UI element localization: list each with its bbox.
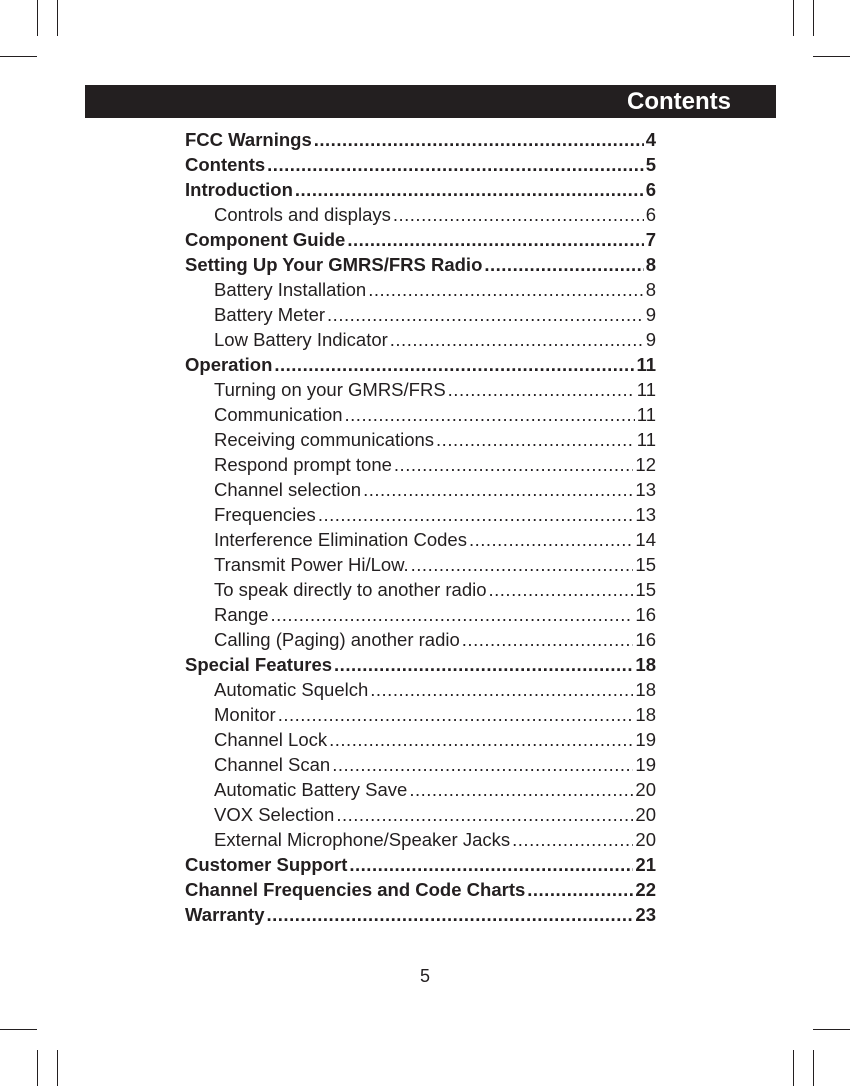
toc-entry-page: 23	[635, 904, 656, 925]
toc-entry-page: 15	[635, 554, 656, 575]
toc-dot-leader	[394, 452, 634, 477]
toc-entry-title: Monitor	[214, 704, 276, 725]
toc-subsection[interactable]	[185, 302, 656, 327]
toc-entry-page: 20	[635, 829, 656, 850]
toc-entry-page: 18	[635, 679, 656, 700]
toc-dot-leader	[267, 902, 634, 927]
toc-dot-leader	[411, 552, 634, 577]
toc-entry-title: Respond prompt tone	[214, 454, 392, 475]
toc-subsection[interactable]	[185, 827, 656, 852]
toc-entry-title: Turning on your GMRS/FRS	[214, 379, 446, 400]
toc-subsection[interactable]	[185, 402, 656, 427]
toc-dot-leader	[318, 502, 634, 527]
toc-entry-page: 11	[636, 379, 656, 400]
toc-entry-title: Automatic Battery Save	[214, 779, 408, 800]
crop-mark-bottom-right-v	[793, 1050, 794, 1086]
toc-dot-leader	[332, 752, 633, 777]
crop-mark-top-left-v2	[57, 0, 58, 36]
toc-dot-leader	[393, 202, 644, 227]
table-of-contents	[185, 127, 656, 927]
toc-dot-leader	[436, 427, 635, 452]
toc-subsection[interactable]	[185, 202, 656, 227]
toc-subsection[interactable]	[185, 427, 656, 452]
toc-entry-title: Transmit Power Hi/Low.	[214, 554, 409, 575]
crop-mark-top-right-h	[813, 56, 850, 57]
toc-dot-leader	[512, 827, 633, 852]
toc-entry-page: 20	[635, 804, 656, 825]
toc-entry-page: 13	[635, 479, 656, 500]
toc-entry-title: VOX Selection	[214, 804, 335, 825]
toc-entry-title: Setting Up Your GMRS/FRS Radio	[185, 254, 483, 275]
toc-entry-title: Battery Meter	[214, 304, 326, 325]
toc-subsection[interactable]	[185, 502, 656, 527]
toc-subsection[interactable]	[185, 477, 656, 502]
toc-dot-leader	[363, 477, 633, 502]
toc-entry-page: 9	[645, 304, 656, 325]
toc-dot-leader	[448, 377, 635, 402]
toc-subsection[interactable]	[185, 277, 656, 302]
toc-dot-leader	[334, 652, 633, 677]
toc-entry-page: 21	[635, 854, 656, 875]
toc-entry-page: 11	[636, 354, 656, 375]
toc-subsection[interactable]	[185, 752, 656, 777]
toc-entry-title: FCC Warnings	[185, 129, 312, 150]
page-number: 5	[419, 966, 430, 986]
toc-entry-page: 22	[635, 879, 656, 900]
toc-section[interactable]	[185, 252, 656, 277]
toc-dot-leader	[345, 402, 635, 427]
toc-entry-title: Component Guide	[185, 229, 346, 250]
toc-entry-page: 9	[645, 329, 656, 350]
toc-dot-leader	[370, 677, 633, 702]
crop-mark-top-right-v	[793, 0, 794, 36]
toc-entry-page: 8	[645, 279, 656, 300]
page-title: Contents	[627, 88, 731, 115]
toc-subsection[interactable]	[185, 327, 656, 352]
toc-entry-page: 20	[635, 779, 656, 800]
toc-entry-title: Special Features	[185, 654, 333, 675]
toc-subsection[interactable]	[185, 677, 656, 702]
toc-entry-title: Introduction	[185, 179, 293, 200]
toc-entry-title: Frequencies	[214, 504, 316, 525]
toc-entry-page: 19	[635, 754, 656, 775]
toc-subsection[interactable]	[185, 777, 656, 802]
crop-mark-bottom-left-v2	[57, 1050, 58, 1086]
toc-section[interactable]	[185, 877, 656, 902]
toc-entry-title: Channel Scan	[214, 754, 331, 775]
toc-entry-title: Customer Support	[185, 854, 348, 875]
toc-entry-page: 18	[635, 654, 656, 675]
toc-subsection[interactable]	[185, 727, 656, 752]
toc-entry-page: 11	[636, 429, 656, 450]
toc-dot-leader	[489, 577, 634, 602]
crop-mark-bottom-left-h	[0, 1029, 37, 1030]
toc-subsection[interactable]	[185, 702, 656, 727]
header-bar	[85, 85, 776, 118]
toc-subsection[interactable]	[185, 802, 656, 827]
toc-section[interactable]	[185, 152, 656, 177]
toc-dot-leader	[527, 877, 633, 902]
toc-entry-page: 5	[645, 154, 656, 175]
toc-section[interactable]	[185, 652, 656, 677]
toc-dot-leader	[327, 302, 644, 327]
toc-subsection[interactable]	[185, 527, 656, 552]
toc-dot-leader	[409, 777, 633, 802]
toc-dot-leader	[329, 727, 633, 752]
toc-subsection[interactable]	[185, 452, 656, 477]
toc-subsection[interactable]	[185, 552, 656, 577]
toc-subsection[interactable]	[185, 377, 656, 402]
toc-dot-leader	[368, 277, 644, 302]
crop-mark-top-right-v2	[813, 0, 814, 36]
toc-dot-leader	[349, 852, 633, 877]
toc-entry-title: Low Battery Indicator	[214, 329, 388, 350]
toc-entry-title: Channel Frequencies and Code Charts	[185, 879, 526, 900]
toc-entry-page: 18	[635, 704, 656, 725]
toc-dot-leader	[484, 252, 643, 277]
toc-subsection[interactable]	[185, 602, 656, 627]
toc-dot-leader	[469, 527, 633, 552]
crop-mark-bottom-right-h	[813, 1029, 850, 1030]
toc-entry-page: 7	[645, 229, 656, 250]
toc-entry-page: 12	[635, 454, 656, 475]
toc-entry-title: Interference Elimination Codes	[214, 529, 467, 550]
toc-dot-leader	[390, 327, 644, 352]
toc-entry-title: Automatic Squelch	[214, 679, 369, 700]
toc-entry-title: Warranty	[185, 904, 265, 925]
toc-entry-page: 19	[635, 729, 656, 750]
toc-section[interactable]	[185, 902, 656, 927]
toc-dot-leader	[267, 152, 644, 177]
toc-entry-title: Battery Installation	[214, 279, 367, 300]
toc-entry-title: Receiving communications	[214, 429, 435, 450]
toc-entry-title: Channel selection	[214, 479, 362, 500]
toc-dot-leader	[295, 177, 644, 202]
toc-entry-title: Channel Lock	[214, 729, 328, 750]
toc-entry-page: 14	[635, 529, 656, 550]
toc-entry-title: Contents	[185, 154, 266, 175]
toc-entry-page: 6	[645, 179, 656, 200]
crop-mark-top-left-h	[0, 56, 37, 57]
crop-mark-bottom-left-v	[37, 1050, 38, 1086]
toc-entry-title: Controls and displays	[214, 204, 391, 225]
toc-entry-title: To speak directly to another radio	[214, 579, 487, 600]
toc-entry-title: Range	[214, 604, 269, 625]
toc-subsection[interactable]	[185, 627, 656, 652]
crop-mark-top-left-v	[37, 0, 38, 36]
toc-entry-page: 16	[635, 629, 656, 650]
toc-entry-page: 4	[645, 129, 656, 150]
toc-dot-leader	[336, 802, 633, 827]
toc-section[interactable]	[185, 352, 656, 377]
toc-subsection[interactable]	[185, 577, 656, 602]
toc-entry-page: 11	[636, 404, 656, 425]
toc-entry-page: 6	[645, 204, 656, 225]
toc-section[interactable]	[185, 177, 656, 202]
toc-entry-page: 16	[635, 604, 656, 625]
toc-dot-leader	[462, 627, 634, 652]
toc-dot-leader	[314, 127, 644, 152]
toc-section[interactable]	[185, 227, 656, 252]
toc-section[interactable]	[185, 852, 656, 877]
crop-mark-bottom-right-v2	[813, 1050, 814, 1086]
toc-section[interactable]	[185, 127, 656, 152]
toc-dot-leader	[347, 227, 643, 252]
toc-entry-page: 13	[635, 504, 656, 525]
toc-dot-leader	[278, 702, 634, 727]
toc-entry-title: External Microphone/Speaker Jacks	[214, 829, 511, 850]
toc-entry-title: Operation	[185, 354, 273, 375]
toc-entry-title: Calling (Paging) another radio	[214, 629, 460, 650]
toc-entry-title: Communication	[214, 404, 343, 425]
toc-entry-page: 8	[645, 254, 656, 275]
toc-dot-leader	[274, 352, 634, 377]
toc-dot-leader	[271, 602, 634, 627]
toc-entry-page: 15	[635, 579, 656, 600]
